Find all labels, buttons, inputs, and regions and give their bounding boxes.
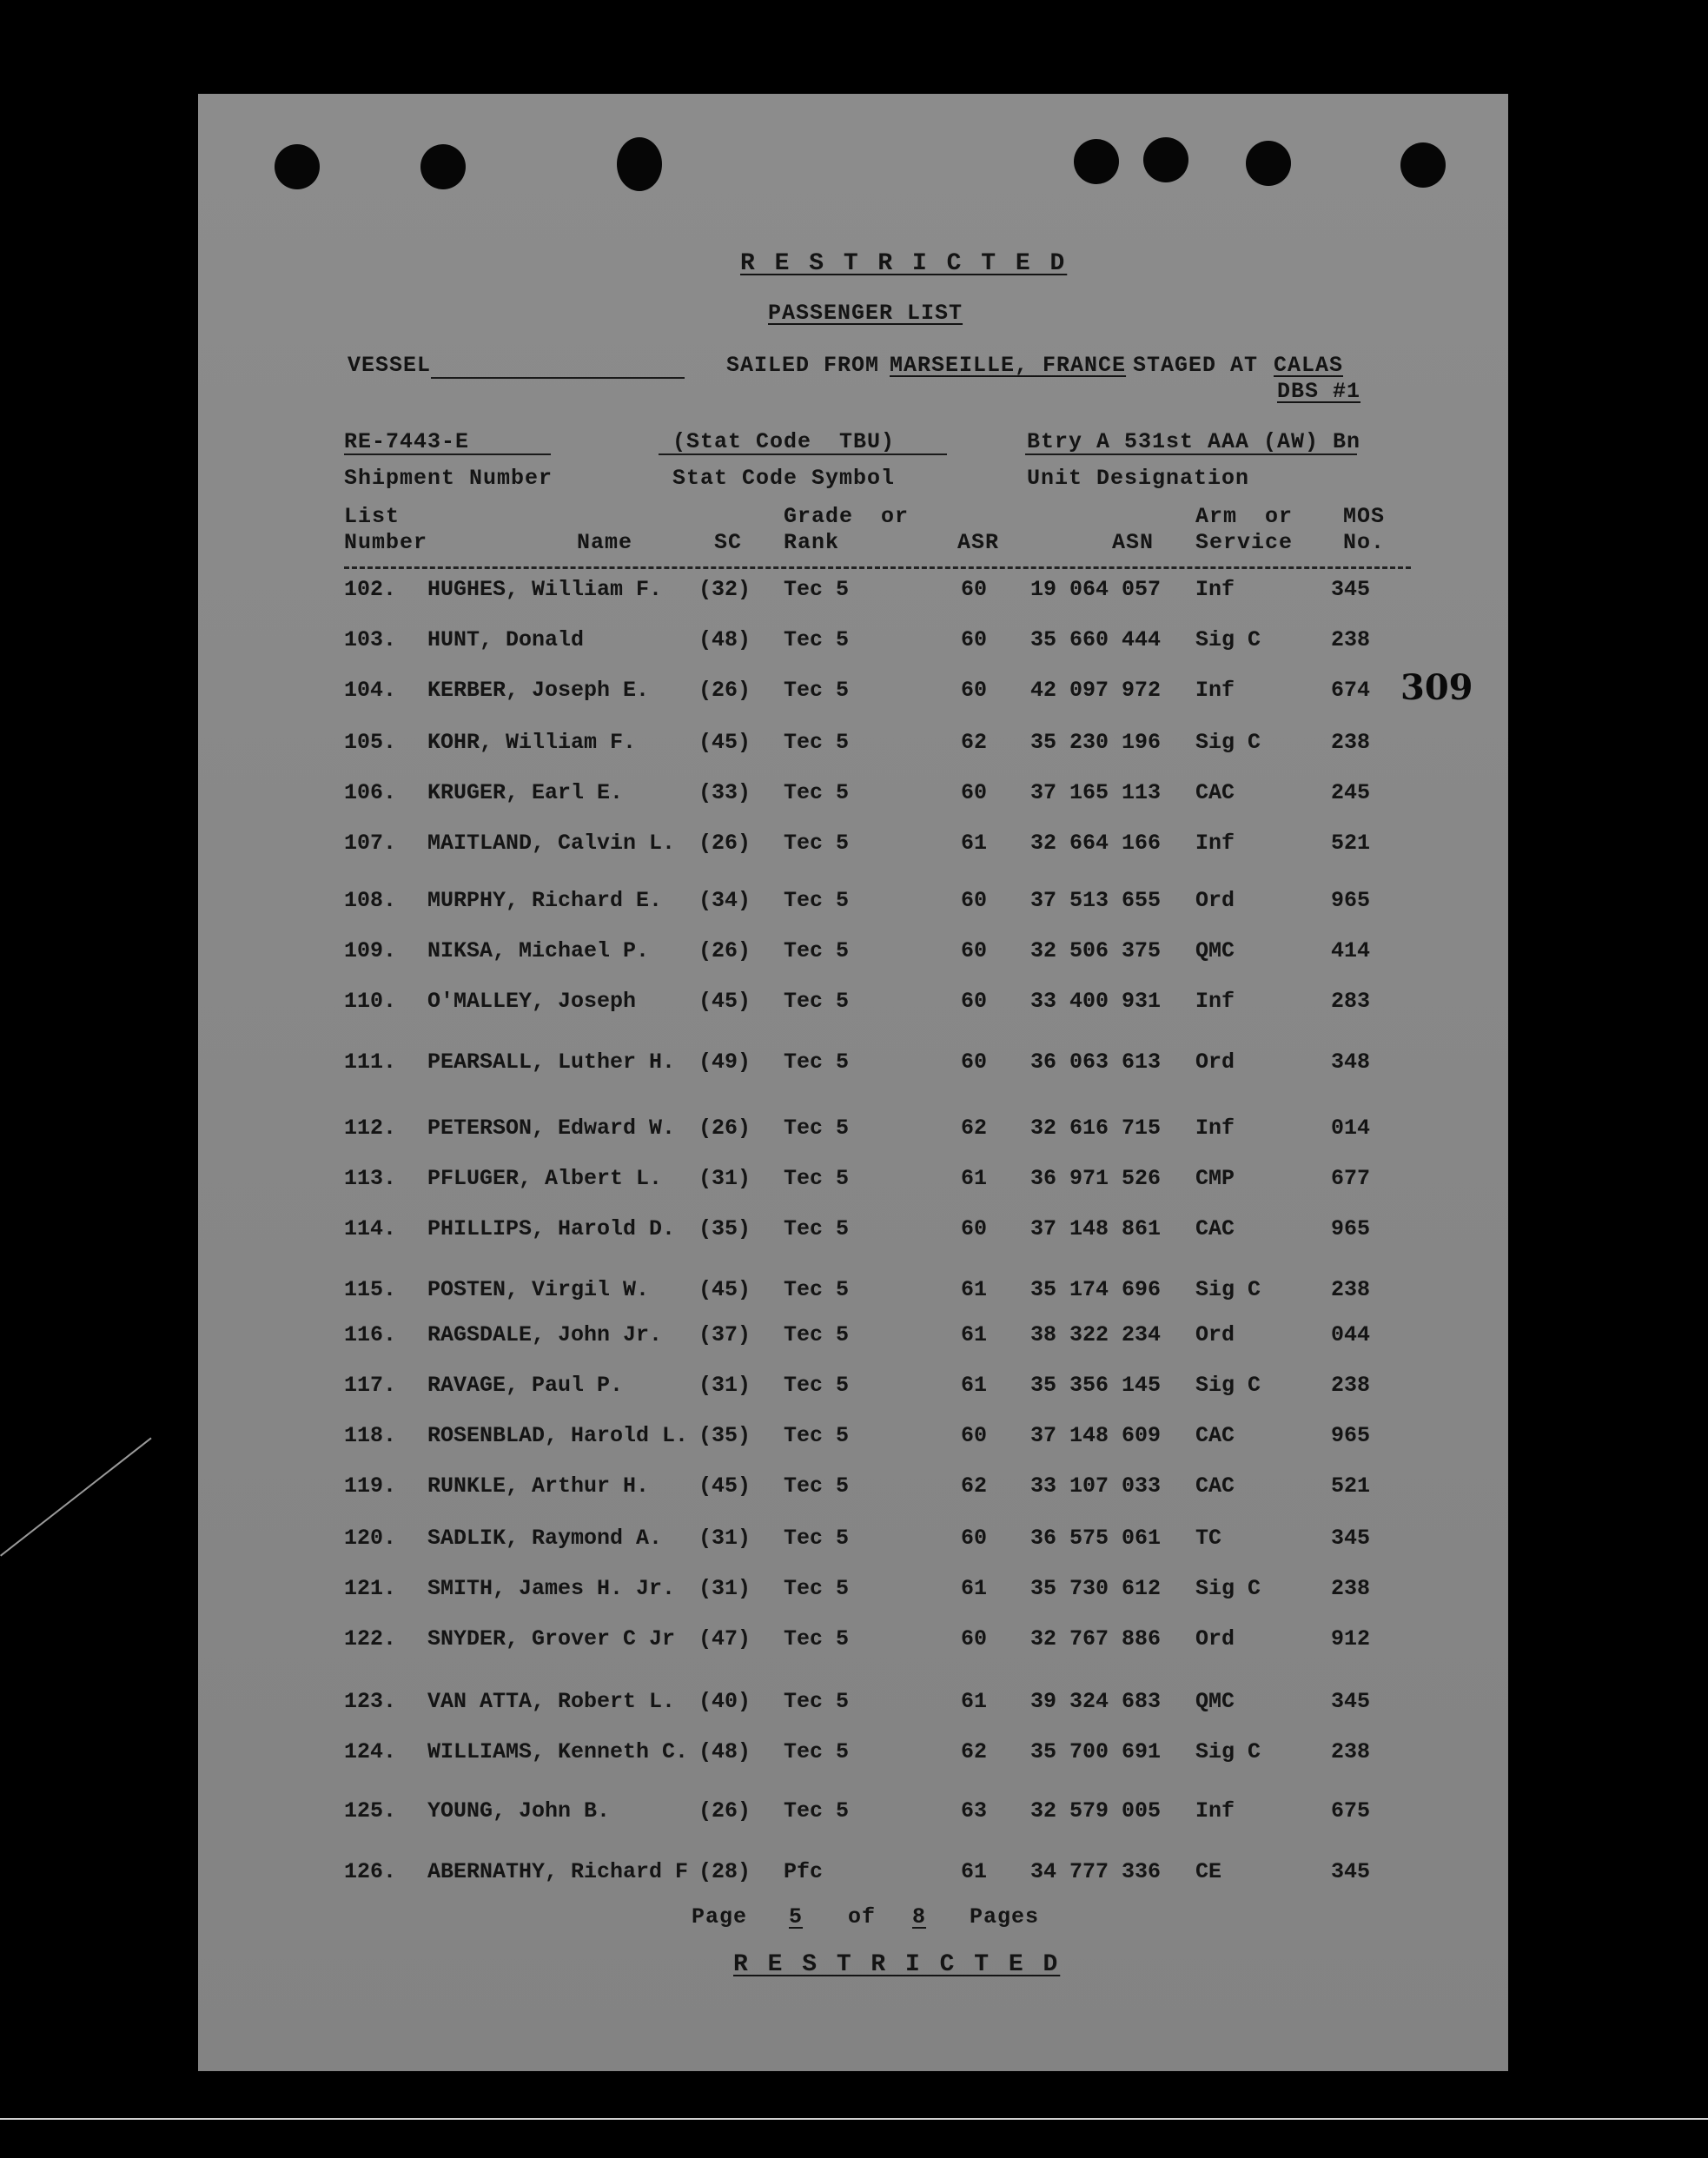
arm-service: Sig C bbox=[1195, 1277, 1261, 1302]
grade-rank: Tec 5 bbox=[784, 1277, 850, 1302]
restricted-footer: R E S T R I C T E D bbox=[733, 1951, 1061, 1978]
passenger-name: O'MALLEY, Joseph bbox=[427, 989, 637, 1014]
army-serial-number: 42 097 972 bbox=[1030, 678, 1162, 703]
grade-rank: Tec 5 bbox=[784, 831, 850, 856]
stat-code-label: Stat Code Symbol bbox=[672, 466, 896, 491]
passenger-name: PETERSON, Edward W. bbox=[427, 1115, 676, 1141]
of-label: of bbox=[848, 1904, 877, 1930]
sc-code: (33) bbox=[698, 780, 751, 805]
grade-rank: Tec 5 bbox=[784, 1473, 850, 1499]
grade-rank: Tec 5 bbox=[784, 577, 850, 602]
stat-code-value: (Stat Code TBU) bbox=[672, 429, 896, 454]
asr-score: 62 bbox=[961, 730, 988, 755]
asr-score: 60 bbox=[961, 1526, 988, 1551]
grade-rank: Pfc bbox=[784, 1859, 824, 1884]
col-header-number: Number bbox=[344, 530, 428, 555]
sc-code: (45) bbox=[698, 730, 751, 755]
sc-code: (48) bbox=[698, 1739, 751, 1764]
army-serial-number: 37 165 113 bbox=[1030, 780, 1162, 805]
passenger-name: POSTEN, Virgil W. bbox=[427, 1277, 650, 1302]
army-serial-number: 35 660 444 bbox=[1030, 627, 1162, 652]
grade-rank: Tec 5 bbox=[784, 1322, 850, 1347]
asr-score: 60 bbox=[961, 1216, 988, 1241]
film-edge-line bbox=[0, 2118, 1708, 2120]
document-page bbox=[198, 94, 1508, 2071]
list-number: 117. bbox=[344, 1373, 397, 1398]
passenger-name: RAVAGE, Paul P. bbox=[427, 1373, 624, 1398]
arm-service: CAC bbox=[1195, 1473, 1235, 1499]
passenger-name: RAGSDALE, John Jr. bbox=[427, 1322, 663, 1347]
army-serial-number: 37 148 861 bbox=[1030, 1216, 1162, 1241]
sc-code: (31) bbox=[698, 1526, 751, 1551]
arm-service: Sig C bbox=[1195, 1373, 1261, 1398]
punch-hole bbox=[1246, 141, 1291, 186]
passenger-name: HUGHES, William F. bbox=[427, 577, 663, 602]
army-serial-number: 32 506 375 bbox=[1030, 938, 1162, 963]
arm-service: Ord bbox=[1195, 1322, 1235, 1347]
asr-score: 61 bbox=[961, 1277, 988, 1302]
asr-score: 62 bbox=[961, 1739, 988, 1764]
army-serial-number: 38 322 234 bbox=[1030, 1322, 1162, 1347]
list-number: 102. bbox=[344, 577, 397, 602]
mos-number: 345 bbox=[1331, 1689, 1371, 1714]
list-number: 113. bbox=[344, 1166, 397, 1191]
army-serial-number: 32 767 886 bbox=[1030, 1626, 1162, 1652]
col-header-service: Service bbox=[1195, 530, 1294, 555]
col-header-mos-no: No. bbox=[1343, 530, 1386, 555]
asr-score: 61 bbox=[961, 1373, 988, 1398]
page-stamp-number: 309 bbox=[1400, 667, 1473, 708]
col-header-name: Name bbox=[577, 530, 633, 555]
grade-rank: Tec 5 bbox=[784, 989, 850, 1014]
sc-code: (37) bbox=[698, 1322, 751, 1347]
list-number: 111. bbox=[344, 1049, 397, 1075]
grade-rank: Tec 5 bbox=[784, 888, 850, 913]
list-number: 107. bbox=[344, 831, 397, 856]
arm-service: CAC bbox=[1195, 1216, 1235, 1241]
asr-score: 61 bbox=[961, 1576, 988, 1601]
army-serial-number: 35 230 196 bbox=[1030, 730, 1162, 755]
mos-number: 044 bbox=[1331, 1322, 1371, 1347]
stat-code-line bbox=[659, 453, 947, 455]
army-serial-number: 33 400 931 bbox=[1030, 989, 1162, 1014]
asr-score: 61 bbox=[961, 1166, 988, 1191]
list-number: 109. bbox=[344, 938, 397, 963]
sc-code: (26) bbox=[698, 831, 751, 856]
grade-rank: Tec 5 bbox=[784, 1373, 850, 1398]
army-serial-number: 36 971 526 bbox=[1030, 1166, 1162, 1191]
asr-score: 60 bbox=[961, 577, 988, 602]
sc-code: (31) bbox=[698, 1373, 751, 1398]
arm-service: Ord bbox=[1195, 1626, 1235, 1652]
sailed-from-value: MARSEILLE, FRANCE bbox=[890, 353, 1127, 378]
col-header-asn: ASN bbox=[1112, 530, 1155, 555]
mos-number: 238 bbox=[1331, 627, 1371, 652]
arm-service: Inf bbox=[1195, 1115, 1235, 1141]
passenger-name: KRUGER, Earl E. bbox=[427, 780, 624, 805]
page-total: 8 bbox=[912, 1904, 927, 1930]
page-label: Page bbox=[692, 1904, 748, 1930]
passenger-name: VAN ATTA, Robert L. bbox=[427, 1689, 676, 1714]
list-number: 103. bbox=[344, 627, 397, 652]
list-number: 112. bbox=[344, 1115, 397, 1141]
passenger-name: HUNT, Donald bbox=[427, 627, 585, 652]
mos-number: 965 bbox=[1331, 1216, 1371, 1241]
col-header-mos: MOS bbox=[1343, 504, 1386, 529]
passenger-name: RUNKLE, Arthur H. bbox=[427, 1473, 650, 1499]
list-number: 115. bbox=[344, 1277, 397, 1302]
list-number: 118. bbox=[344, 1423, 397, 1448]
mos-number: 345 bbox=[1331, 1859, 1371, 1884]
restricted-heading: R E S T R I C T E D bbox=[740, 250, 1068, 277]
pages-label: Pages bbox=[970, 1904, 1040, 1930]
list-number: 120. bbox=[344, 1526, 397, 1551]
list-number: 106. bbox=[344, 780, 397, 805]
passenger-name: ROSENBLAD, Harold L. bbox=[427, 1423, 689, 1448]
shipment-number-line bbox=[344, 453, 551, 455]
grade-rank: Tec 5 bbox=[784, 1739, 850, 1764]
arm-service: Sig C bbox=[1195, 1739, 1261, 1764]
asr-score: 60 bbox=[961, 1423, 988, 1448]
page-number: 5 bbox=[789, 1904, 804, 1930]
film-scratch bbox=[0, 1438, 152, 1557]
header-divider bbox=[344, 566, 1411, 569]
passenger-name: SMITH, James H. Jr. bbox=[427, 1576, 676, 1601]
sc-code: (26) bbox=[698, 678, 751, 703]
mos-number: 238 bbox=[1331, 1576, 1371, 1601]
vessel-field-line bbox=[431, 377, 685, 379]
list-number: 124. bbox=[344, 1739, 397, 1764]
list-number: 104. bbox=[344, 678, 397, 703]
arm-service: CMP bbox=[1195, 1166, 1235, 1191]
sc-code: (45) bbox=[698, 1277, 751, 1302]
army-serial-number: 35 700 691 bbox=[1030, 1739, 1162, 1764]
army-serial-number: 32 664 166 bbox=[1030, 831, 1162, 856]
arm-service: Sig C bbox=[1195, 627, 1261, 652]
asr-score: 60 bbox=[961, 627, 988, 652]
passenger-name: PEARSALL, Luther H. bbox=[427, 1049, 676, 1075]
asr-score: 60 bbox=[961, 678, 988, 703]
sc-code: (34) bbox=[698, 888, 751, 913]
grade-rank: Tec 5 bbox=[784, 730, 850, 755]
grade-rank: Tec 5 bbox=[784, 1689, 850, 1714]
list-number: 123. bbox=[344, 1689, 397, 1714]
grade-rank: Tec 5 bbox=[784, 1526, 850, 1551]
army-serial-number: 19 064 057 bbox=[1030, 577, 1162, 602]
unit-designation-value: Btry A 531st AAA (AW) Bn bbox=[1027, 429, 1361, 454]
sc-code: (28) bbox=[698, 1859, 751, 1884]
grade-rank: Tec 5 bbox=[784, 938, 850, 963]
sc-code: (32) bbox=[698, 577, 751, 602]
grade-rank: Tec 5 bbox=[784, 1216, 850, 1241]
grade-rank: Tec 5 bbox=[784, 1115, 850, 1141]
grade-rank: Tec 5 bbox=[784, 1166, 850, 1191]
army-serial-number: 37 148 609 bbox=[1030, 1423, 1162, 1448]
mos-number: 238 bbox=[1331, 1277, 1371, 1302]
punch-hole bbox=[1400, 142, 1446, 188]
asr-score: 63 bbox=[961, 1798, 988, 1824]
asr-score: 60 bbox=[961, 780, 988, 805]
arm-service: TC bbox=[1195, 1526, 1222, 1551]
punch-hole bbox=[275, 144, 320, 189]
passenger-name: PFLUGER, Albert L. bbox=[427, 1166, 663, 1191]
mos-number: 965 bbox=[1331, 888, 1371, 913]
grade-rank: Tec 5 bbox=[784, 1576, 850, 1601]
sc-code: (26) bbox=[698, 1115, 751, 1141]
list-number: 126. bbox=[344, 1859, 397, 1884]
list-number: 114. bbox=[344, 1216, 397, 1241]
asr-score: 62 bbox=[961, 1473, 988, 1499]
list-number: 125. bbox=[344, 1798, 397, 1824]
list-number: 119. bbox=[344, 1473, 397, 1499]
col-header-arm: Arm or bbox=[1195, 504, 1294, 529]
mos-number: 245 bbox=[1331, 780, 1371, 805]
arm-service: CE bbox=[1195, 1859, 1222, 1884]
arm-service: Inf bbox=[1195, 678, 1235, 703]
sc-code: (26) bbox=[698, 938, 751, 963]
grade-rank: Tec 5 bbox=[784, 1423, 850, 1448]
list-number: 108. bbox=[344, 888, 397, 913]
army-serial-number: 35 174 696 bbox=[1030, 1277, 1162, 1302]
arm-service: Inf bbox=[1195, 831, 1235, 856]
army-serial-number: 36 063 613 bbox=[1030, 1049, 1162, 1075]
mos-number: 675 bbox=[1331, 1798, 1371, 1824]
col-header-grade: Grade or bbox=[784, 504, 910, 529]
army-serial-number: 39 324 683 bbox=[1030, 1689, 1162, 1714]
unit-designation-line bbox=[1025, 453, 1357, 455]
grade-rank: Tec 5 bbox=[784, 678, 850, 703]
mos-number: 238 bbox=[1331, 730, 1371, 755]
passenger-name: MAITLAND, Calvin L. bbox=[427, 831, 676, 856]
grade-rank: Tec 5 bbox=[784, 1626, 850, 1652]
arm-service: Ord bbox=[1195, 1049, 1235, 1075]
staged-at-value-2: DBS #1 bbox=[1277, 379, 1361, 404]
passenger-name: WILLIAMS, Kenneth C. bbox=[427, 1739, 689, 1764]
passenger-name: SADLIK, Raymond A. bbox=[427, 1526, 663, 1551]
passenger-name: SNYDER, Grover C Jr bbox=[427, 1626, 676, 1652]
army-serial-number: 32 616 715 bbox=[1030, 1115, 1162, 1141]
mos-number: 238 bbox=[1331, 1373, 1371, 1398]
mos-number: 965 bbox=[1331, 1423, 1371, 1448]
mos-number: 521 bbox=[1331, 831, 1371, 856]
passenger-name: MURPHY, Richard E. bbox=[427, 888, 663, 913]
arm-service: QMC bbox=[1195, 938, 1235, 963]
sc-code: (49) bbox=[698, 1049, 751, 1075]
sc-code: (31) bbox=[698, 1166, 751, 1191]
arm-service: CAC bbox=[1195, 1423, 1235, 1448]
asr-score: 62 bbox=[961, 1115, 988, 1141]
sc-code: (31) bbox=[698, 1576, 751, 1601]
asr-score: 61 bbox=[961, 1859, 988, 1884]
asr-score: 61 bbox=[961, 1689, 988, 1714]
list-number: 116. bbox=[344, 1322, 397, 1347]
mos-number: 283 bbox=[1331, 989, 1371, 1014]
mos-number: 414 bbox=[1331, 938, 1371, 963]
passenger-name: ABERNATHY, Richard F bbox=[427, 1859, 689, 1884]
army-serial-number: 36 575 061 bbox=[1030, 1526, 1162, 1551]
mos-number: 345 bbox=[1331, 1526, 1371, 1551]
grade-rank: Tec 5 bbox=[784, 780, 850, 805]
staged-at-label: STAGED AT bbox=[1133, 353, 1259, 378]
grade-rank: Tec 5 bbox=[784, 1049, 850, 1075]
arm-service: Inf bbox=[1195, 1798, 1235, 1824]
army-serial-number: 32 579 005 bbox=[1030, 1798, 1162, 1824]
arm-service: Inf bbox=[1195, 577, 1235, 602]
army-serial-number: 35 356 145 bbox=[1030, 1373, 1162, 1398]
sc-code: (45) bbox=[698, 989, 751, 1014]
asr-score: 60 bbox=[961, 989, 988, 1014]
sc-code: (35) bbox=[698, 1423, 751, 1448]
mos-number: 521 bbox=[1331, 1473, 1371, 1499]
mos-number: 348 bbox=[1331, 1049, 1371, 1075]
asr-score: 61 bbox=[961, 1322, 988, 1347]
asr-score: 60 bbox=[961, 888, 988, 913]
staged-at-value: CALAS bbox=[1274, 353, 1344, 378]
list-number: 105. bbox=[344, 730, 397, 755]
arm-service: Ord bbox=[1195, 888, 1235, 913]
sc-code: (35) bbox=[698, 1216, 751, 1241]
mos-number: 912 bbox=[1331, 1626, 1371, 1652]
sc-code: (45) bbox=[698, 1473, 751, 1499]
col-header-rank: Rank bbox=[784, 530, 840, 555]
asr-score: 60 bbox=[961, 938, 988, 963]
mos-number: 674 bbox=[1331, 678, 1371, 703]
mos-number: 345 bbox=[1331, 577, 1371, 602]
punch-hole bbox=[420, 144, 466, 189]
arm-service: QMC bbox=[1195, 1689, 1235, 1714]
mos-number: 014 bbox=[1331, 1115, 1371, 1141]
arm-service: Sig C bbox=[1195, 730, 1261, 755]
passenger-name: NIKSA, Michael P. bbox=[427, 938, 650, 963]
unit-designation-label: Unit Designation bbox=[1027, 466, 1250, 491]
mos-number: 677 bbox=[1331, 1166, 1371, 1191]
mos-number: 238 bbox=[1331, 1739, 1371, 1764]
army-serial-number: 34 777 336 bbox=[1030, 1859, 1162, 1884]
grade-rank: Tec 5 bbox=[784, 1798, 850, 1824]
grade-rank: Tec 5 bbox=[784, 627, 850, 652]
passenger-name: KERBER, Joseph E. bbox=[427, 678, 650, 703]
list-number: 110. bbox=[344, 989, 397, 1014]
sc-code: (48) bbox=[698, 627, 751, 652]
list-number: 121. bbox=[344, 1576, 397, 1601]
punch-hole bbox=[1143, 137, 1188, 182]
col-header-list: List bbox=[344, 504, 401, 529]
asr-score: 61 bbox=[961, 831, 988, 856]
asr-score: 60 bbox=[961, 1049, 988, 1075]
passenger-name: KOHR, William F. bbox=[427, 730, 637, 755]
document-title: PASSENGER LIST bbox=[768, 301, 963, 326]
army-serial-number: 33 107 033 bbox=[1030, 1473, 1162, 1499]
army-serial-number: 37 513 655 bbox=[1030, 888, 1162, 913]
col-header-sc: SC bbox=[714, 530, 743, 555]
arm-service: Sig C bbox=[1195, 1576, 1261, 1601]
passenger-name: YOUNG, John B. bbox=[427, 1798, 611, 1824]
arm-service: Inf bbox=[1195, 989, 1235, 1014]
shipment-number-value: RE-7443-E bbox=[344, 429, 470, 454]
punch-hole bbox=[1074, 139, 1119, 184]
asr-score: 60 bbox=[961, 1626, 988, 1652]
sc-code: (40) bbox=[698, 1689, 751, 1714]
col-header-asr: ASR bbox=[957, 530, 1000, 555]
sc-code: (26) bbox=[698, 1798, 751, 1824]
shipment-number-label: Shipment Number bbox=[344, 466, 553, 491]
list-number: 122. bbox=[344, 1626, 397, 1652]
passenger-name: PHILLIPS, Harold D. bbox=[427, 1216, 676, 1241]
arm-service: CAC bbox=[1195, 780, 1235, 805]
sailed-from-label: SAILED FROM bbox=[726, 353, 880, 378]
punch-hole bbox=[617, 137, 662, 191]
army-serial-number: 35 730 612 bbox=[1030, 1576, 1162, 1601]
vessel-label: VESSEL bbox=[348, 353, 432, 378]
sc-code: (47) bbox=[698, 1626, 751, 1652]
